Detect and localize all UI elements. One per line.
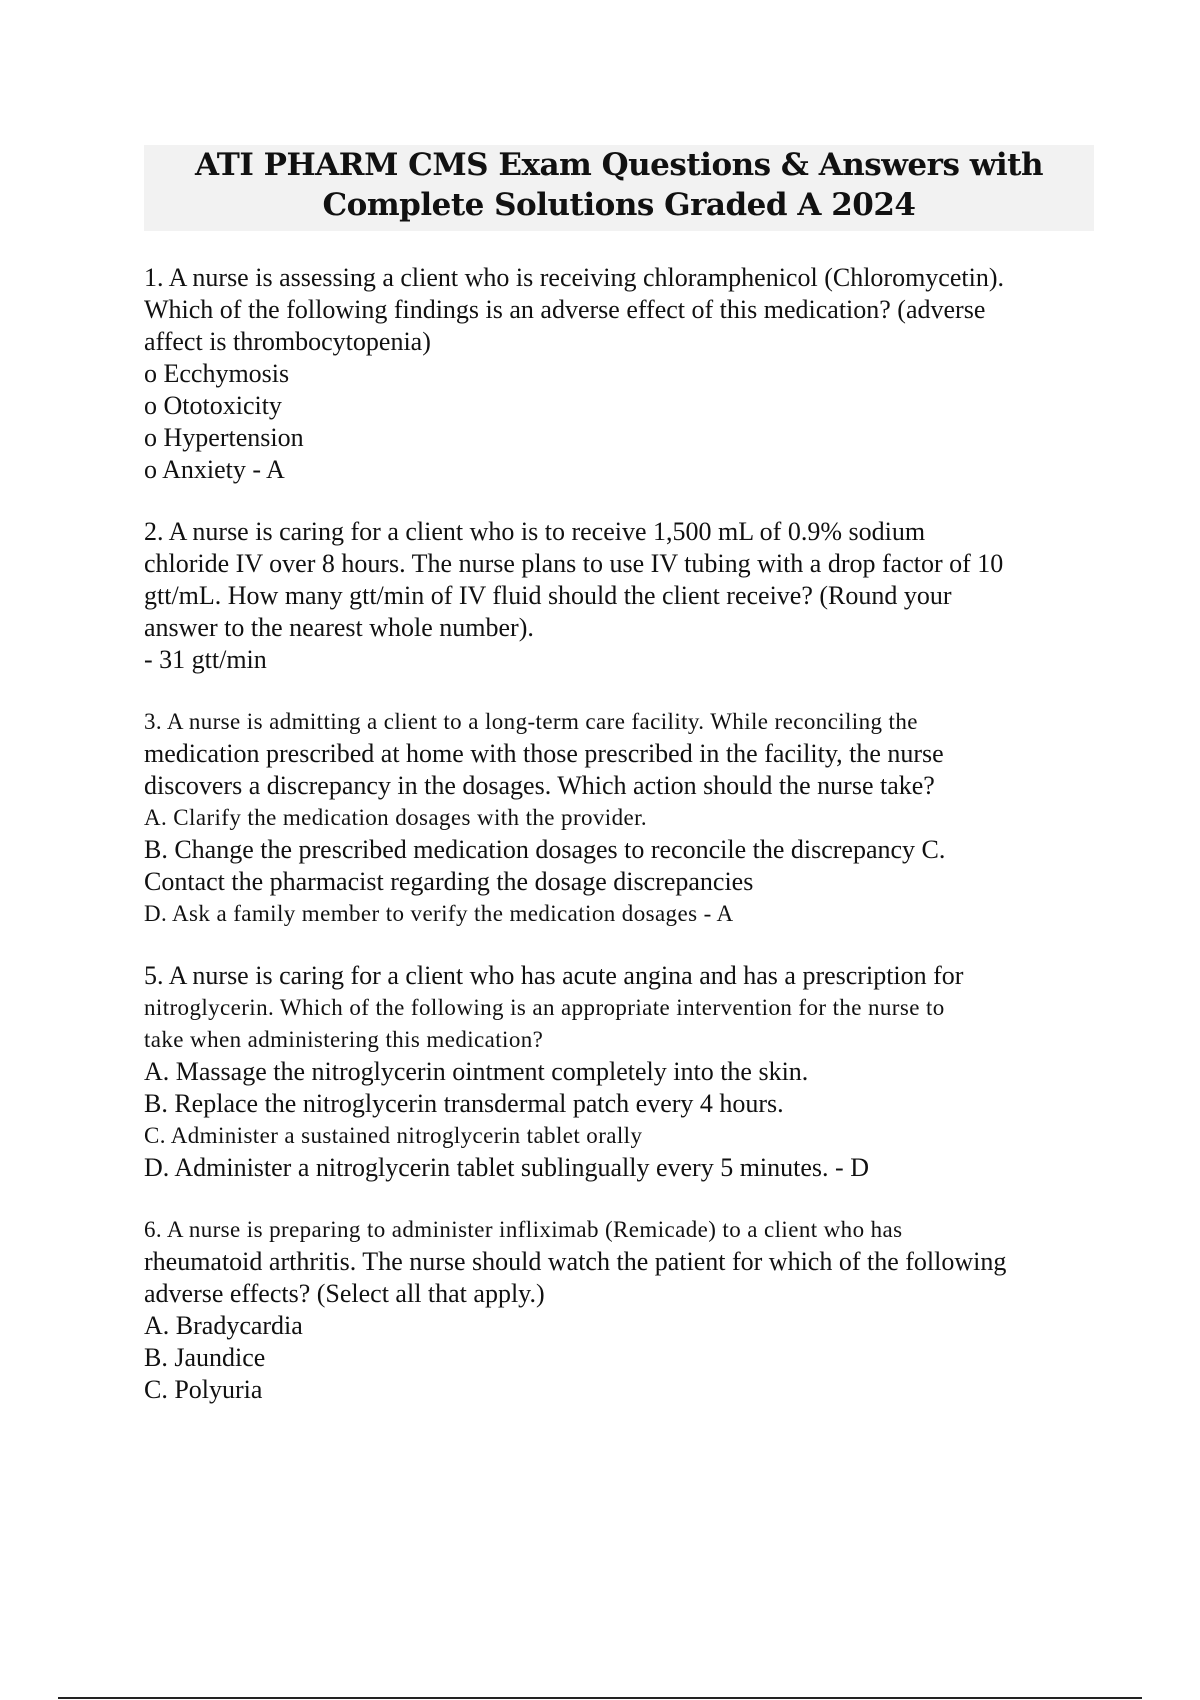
question-3-option: B. Change the prescribed medication dosages to reconcile the discrepancy C. [144,835,946,864]
question-1-stem-line: Which of the following findings is an adverse effect of this medication? (adverse [144,295,986,324]
question-1-option: o Ototoxicity [144,391,282,420]
questions-list [144,262,1094,1436]
question-1 [144,262,1094,486]
question-6 [144,1214,1094,1406]
question-6-option: C. Polyuria [144,1375,263,1404]
question-5-option: C. Administer a sustained nitroglycerin tablet orally [144,1123,643,1148]
question-1-stem-line: affect is thrombocytopenia) [144,327,431,356]
question-3-option-answer: D. Ask a family member to verify the medication dosages - A [144,901,734,926]
question-1-option: o Ecchymosis [144,359,290,388]
question-2-stem-line: gtt/mL. How many gtt/min of IV fluid should the client receive? (Round your [144,581,952,610]
question-2-stem-line: 2. A nurse is caring for a client who is to receive 1,500 mL of 0.9% sodium [144,517,926,546]
question-6-option: B. Jaundice [144,1343,266,1372]
question-1-option: o Hypertension [144,423,304,452]
title-banner [144,145,1094,231]
document-title-line-1: ATI PHARM CMS Exam Questions & Answers with [194,147,1044,183]
question-5-stem-line: nitroglycerin. Which of the following is an appropriate intervention for the nurse to [144,995,945,1020]
question-5-option: B. Replace the nitroglycerin transdermal patch every 4 hours. [144,1089,784,1118]
question-1-stem-line: 1. A nurse is assessing a client who is receiving chloramphenicol (Chloromycetin). [144,263,1004,292]
question-6-stem-line: adverse effects? (Select all that apply.) [144,1279,545,1308]
page-bottom-rule [58,1697,1142,1699]
question-6-stem-line: 6. A nurse is preparing to administer infliximab (Remicade) to a client who has [144,1217,903,1242]
question-6-option: A. Bradycardia [144,1311,303,1340]
question-2-answer: - 31 gtt/min [144,645,267,674]
question-5-option-answer: D. Administer a nitroglycerin tablet sublingually every 5 minutes. - D [144,1153,869,1182]
question-3 [144,706,1094,930]
question-5-stem-line: 5. A nurse is caring for a client who has acute angina and has a prescription for [144,961,964,990]
question-3-stem-line: 3. A nurse is admitting a client to a long-term care facility. While reconciling the [144,709,918,734]
question-2-stem-line: answer to the nearest whole number). [144,613,534,642]
question-3-stem-line: discovers a discrepancy in the dosages. Which action should the nurse take? [144,771,935,800]
question-1-option-answer: o Anxiety - A [144,455,285,484]
document-title-line-2: Complete Solutions Graded A 2024 [322,187,916,223]
question-5 [144,960,1094,1184]
question-5-option: A. Massage the nitroglycerin ointment completely into the skin. [144,1057,809,1086]
question-6-stem-line: rheumatoid arthritis. The nurse should watch the patient for which of the following [144,1247,1007,1276]
question-3-stem-line: medication prescribed at home with those prescribed in the facility, the nurse [144,739,944,768]
question-2-stem-line: chloride IV over 8 hours. The nurse plans to use IV tubing with a drop factor of 10 [144,549,1004,578]
question-2 [144,516,1094,676]
question-5-stem-line: take when administering this medication? [144,1027,544,1052]
question-3-option: Contact the pharmacist regarding the dosage discrepancies [144,867,754,896]
question-3-option: A. Clarify the medication dosages with the provider. [144,805,648,830]
